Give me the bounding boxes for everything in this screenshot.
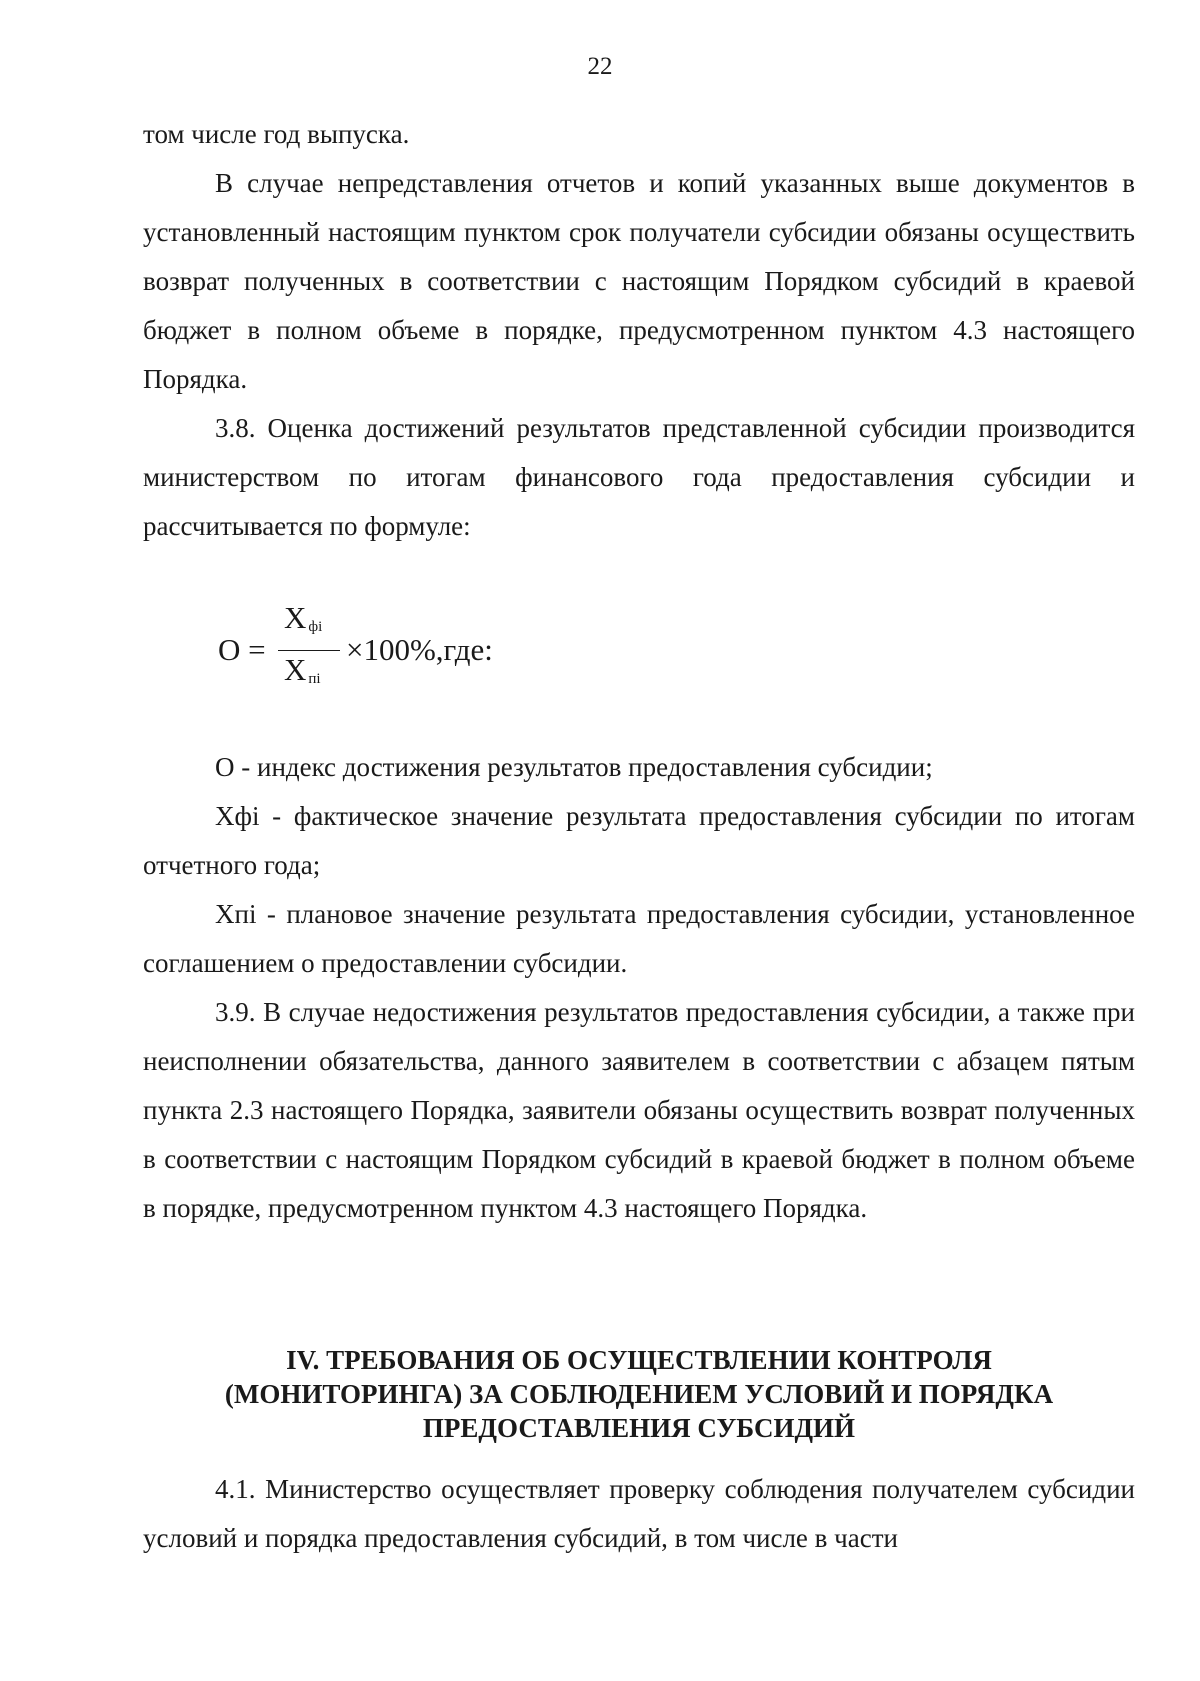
paragraph-continuation: том числе год выпуска.: [143, 119, 410, 149]
text-block-top: [143, 110, 1135, 551]
section-heading-line-3: ПРЕДОСТАВЛЕНИЯ СУБСИДИЙ: [422, 1413, 856, 1443]
definition-xpi: Хпi - плановое значение результата предоставления субсидии, установленное соглашением о предоставлении субсидии.: [143, 899, 1135, 978]
formula-rhs: ×100%,где:: [346, 632, 493, 667]
formula-lhs: O =: [218, 632, 266, 667]
formula-denominator: X $_{пi}$: [284, 652, 321, 687]
formula-fraction: [278, 600, 342, 700]
paragraph-3-8: 3.8. Оценка достижений результатов представленной субсидии производится министерством по итогам финансового года предоставления субсидии и рассчитывается по формуле:: [143, 413, 1135, 541]
section-heading: [143, 1343, 1135, 1445]
text-block-section-4: [143, 1465, 1135, 1563]
formula-denominator-sub: пi: [308, 671, 321, 687]
fraction-bar: [278, 650, 340, 651]
section-heading-line-1: IV. ТРЕБОВАНИЯ ОБ ОСУЩЕСТВЛЕНИИ КОНТРОЛЯ: [286, 1345, 992, 1375]
paragraph-3-9: 3.9. В случае недостижения результатов предоставления субсидии, а также при неисполнении обязательства, данного заявителем в соответствии с абзацем пятым пункта 2.3 настоящего Порядка, заявители обязаны осуществить возврат полученных в соответствии с настоящим Порядком субсидий в краевой бюджет в полном объеме в порядке, предусмотренном пунктом 4.3 настоящего Порядка.: [143, 997, 1135, 1223]
formula: [218, 600, 618, 700]
paragraph-4-1: 4.1. Министерство осуществляет проверку соблюдения получателем субсидии условий и порядка предоставления субсидий, в том числе в части: [143, 1474, 1135, 1553]
definition-xfi: Хфi - фактическое значение результата предоставления субсидии по итогам отчетного года;: [143, 801, 1135, 880]
formula-numerator: X $_{фi}$: [284, 600, 323, 635]
section-heading-line-2: (МОНИТОРИНГА) ЗА СОБЛЮДЕНИЕМ УСЛОВИЙ И ПОРЯДКА: [224, 1379, 1054, 1409]
formula-numerator-sub: фi: [308, 619, 323, 635]
definition-o: О - индекс достижения результатов предоставления субсидии;: [215, 752, 933, 782]
text-block-definitions: [143, 743, 1135, 1233]
page-number: 22: [587, 53, 613, 80]
paragraph-nonsubmission: В случае непредставления отчетов и копий указанных выше документов в установленный настоящим пунктом срок получатели субсидии обязаны осуществить возврат полученных в соответствии с настоящим Порядком субсидий в краевой бюджет в полном объеме в порядке, предусмотренном пунктом 4.3 настоящего Порядка.: [143, 168, 1135, 394]
